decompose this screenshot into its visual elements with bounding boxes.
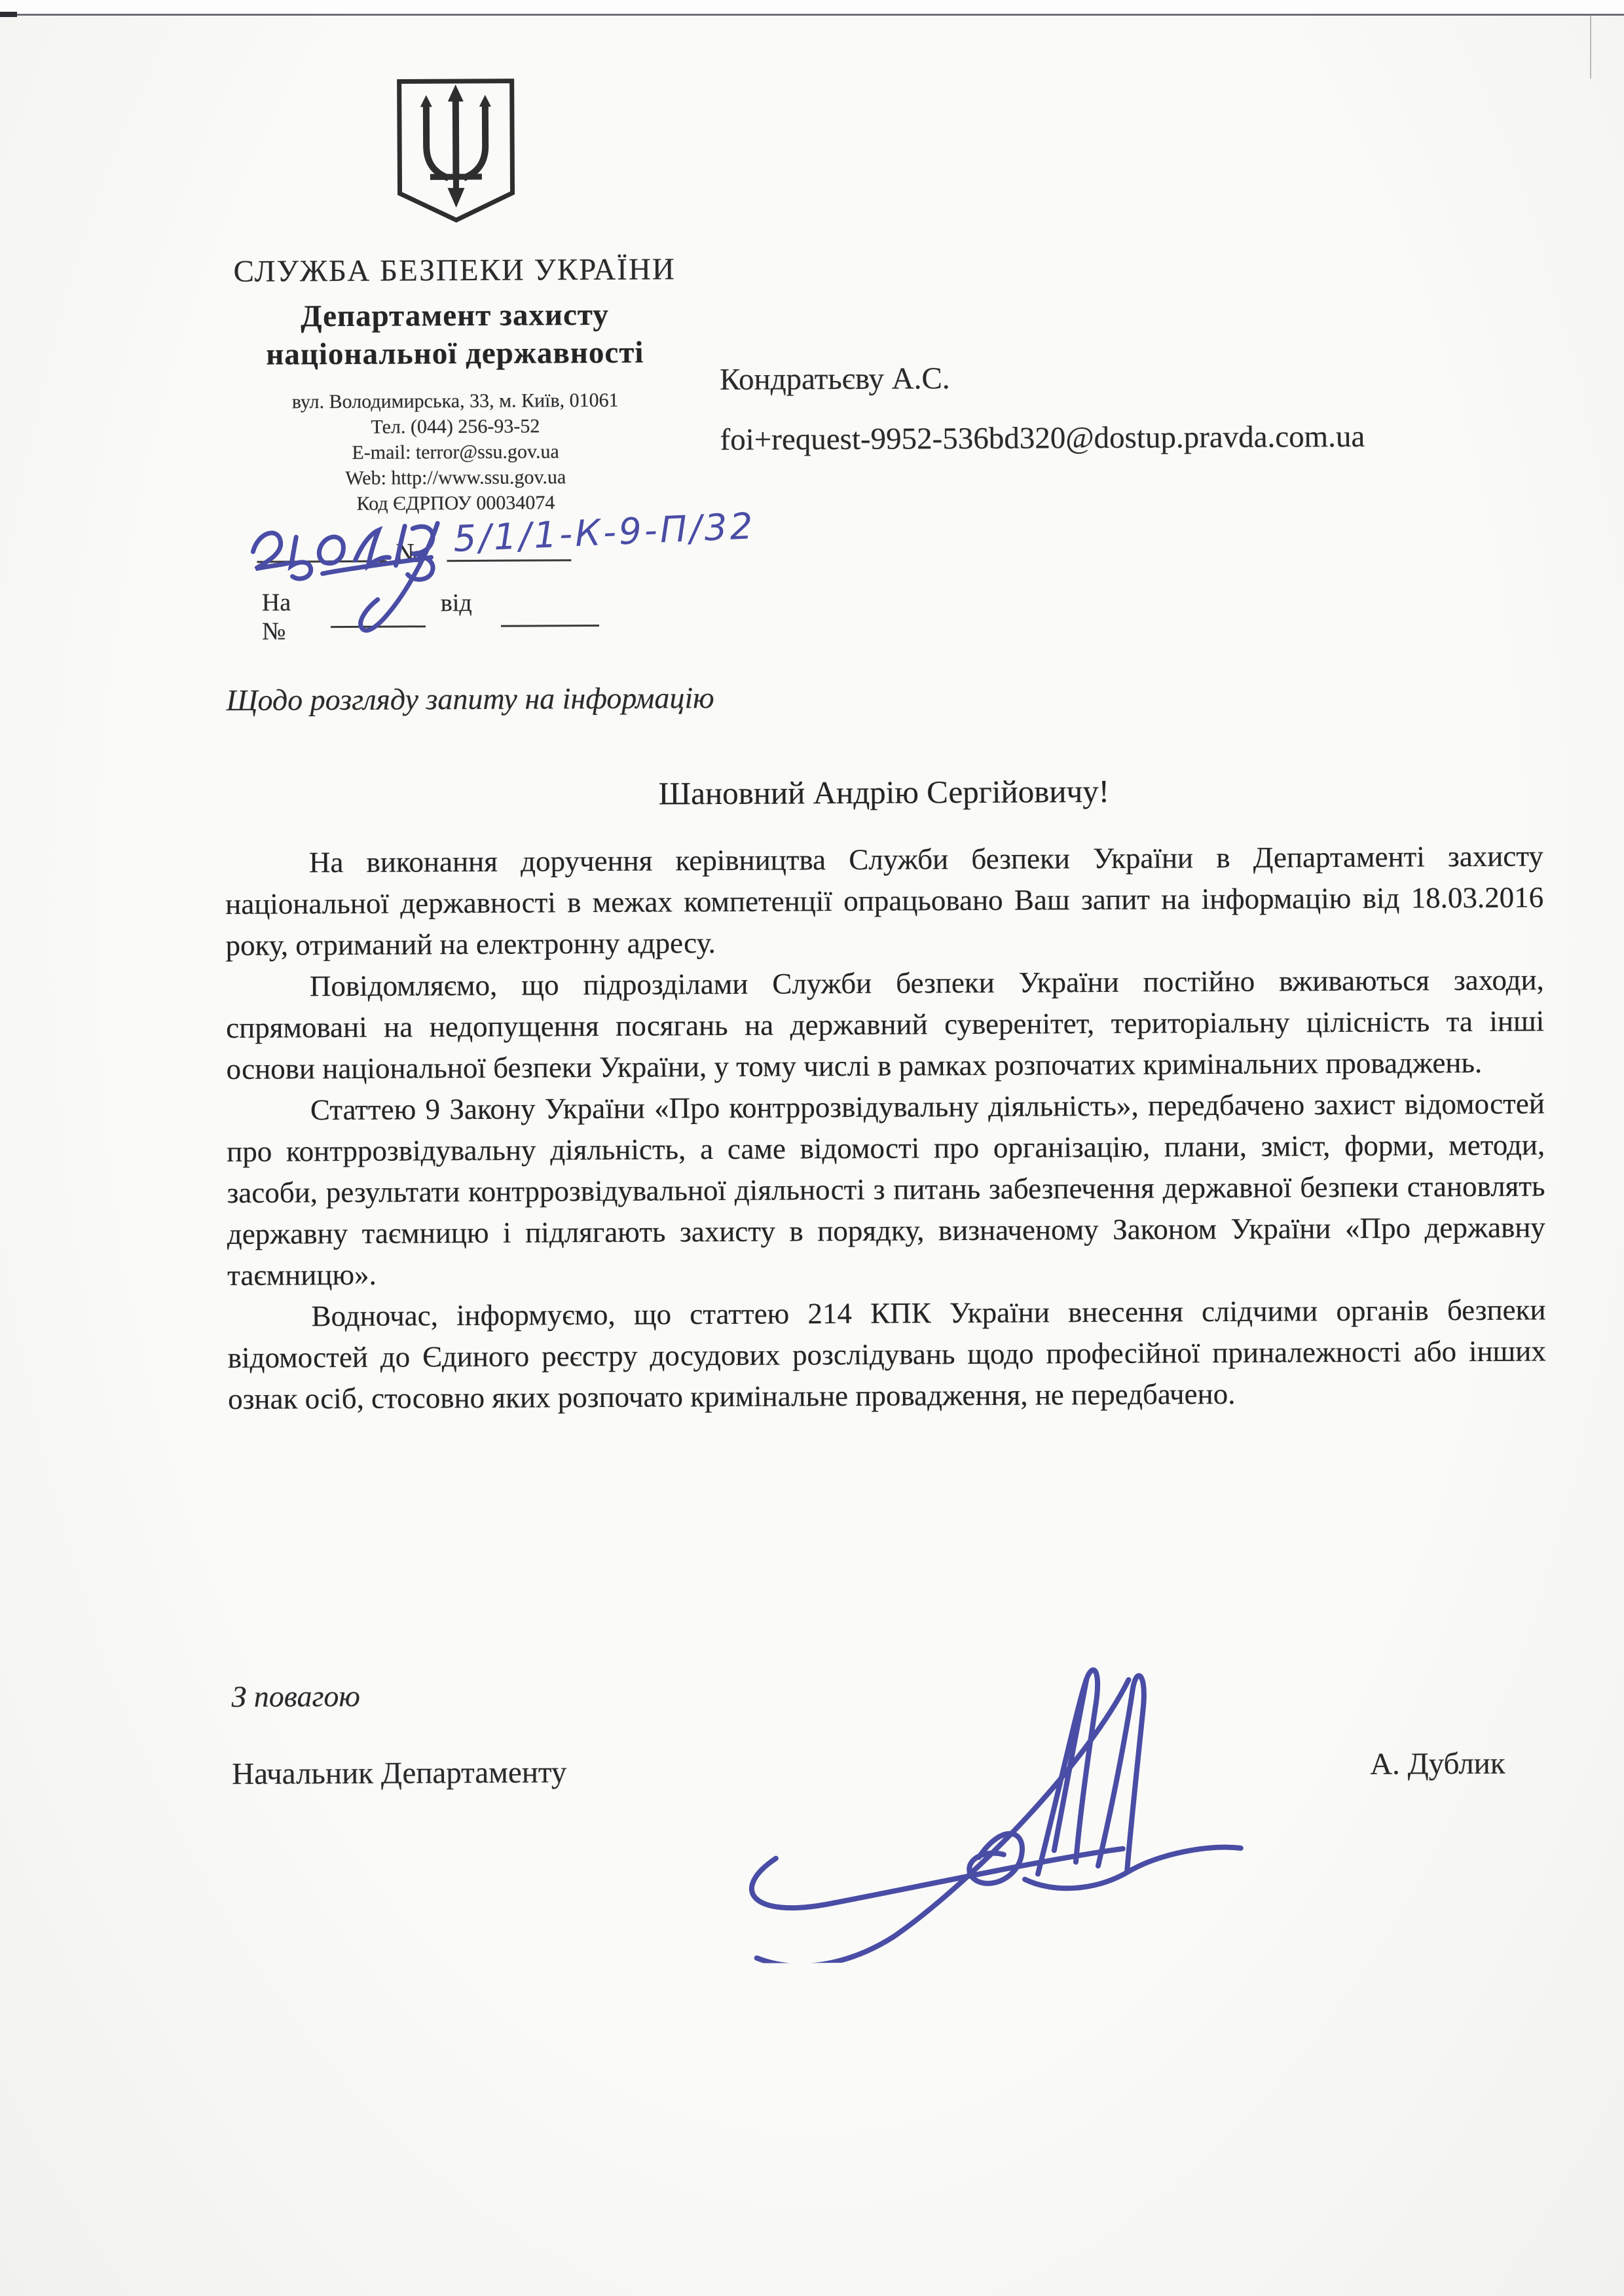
address-web: Web: http://www.ssu.gov.ua (345, 466, 566, 490)
reply-date-label: від (440, 589, 472, 617)
department-name (193, 295, 717, 374)
handwritten-reg-number: 5/1/1-К-9-П/32 (452, 505, 756, 560)
department-name-line2: національної державності (266, 335, 644, 372)
closing-phrase: З повагою (231, 1679, 360, 1713)
recipient-block (719, 357, 1564, 458)
handwritten-date-scribble (244, 500, 493, 651)
address-email: E-mail: terror@ssu.gov.ua (352, 441, 559, 464)
address-block (193, 387, 718, 517)
signer-name: А. Дублик (1369, 1746, 1505, 1781)
recipient-email: foi+request-9952-536bd320@dostup.pravda.com.ua (720, 419, 1365, 458)
org-name: СЛУЖБА БЕЗПЕКИ УКРАЇНИ (233, 252, 676, 289)
paragraph-2: Повідомляємо, що підрозділами Служби безпеки України постійно вживаються заходи, спрямовані на недопущення посягань на державний суверенітет, територіальну цілісність та інші основи національної безпеки України, у тому числі в рамках розпочатих кримінальних проваджень. (226, 963, 1545, 1085)
salutation: Шановний Андрію Сергійовичу! (658, 773, 1110, 812)
signer-title: Начальник Департаменту (232, 1755, 567, 1791)
address-phone: Тел. (044) 256-93-52 (371, 415, 540, 438)
ukraine-trident-emblem-icon (395, 78, 517, 225)
department-name-line1: Департамент захисту (301, 297, 609, 334)
subject-line: Щодо розгляду запиту на інформацію (226, 681, 714, 717)
signature-scribble (696, 1653, 1287, 1964)
paragraph-1: На виконання доручення керівництва Служби безпеки України в Департаменті захисту національної державності в межах компетенції опрацьовано Ваш запит на інформацію від 18.03.2016 року, отриманий на електронну адресу. (225, 839, 1544, 962)
paragraph-4: Водночас, інформуємо, що статтею 214 КПК України внесення слідчими органів безпеки відомостей до Єдиного реєстру досудових розслідувань щодо професійної приналежності або інших ознак осіб, стосовно яких розпочато кримінальне провадження, не передбачено. (227, 1293, 1546, 1415)
letter-body (225, 835, 1547, 1420)
number-symbol: № (396, 538, 422, 569)
address-edrpou: Код ЄДРПОУ 00034074 (356, 492, 555, 515)
reply-to-number-label: На № (261, 589, 291, 646)
address-street: вул. Володимирська, 33, м. Київ, 01061 (291, 389, 619, 413)
recipient-name: Кондратьєву А.С. (719, 361, 950, 397)
reply-date-blank-line (501, 625, 599, 627)
paragraph-3: Статтею 9 Закону України «Про контррозвідувальну діяльність», передбачено захист відомостей про контррозвідувальну діяльність, а саме відомості про організацію, плани, зміст, форми, методи, засоби, результати контррозвідувальної діяльності з питань забезпечення державної безпеки становлять державну таємницю і підлягають захисту в порядку, визначеному Законом України «Про державну таємницю». (227, 1087, 1545, 1292)
